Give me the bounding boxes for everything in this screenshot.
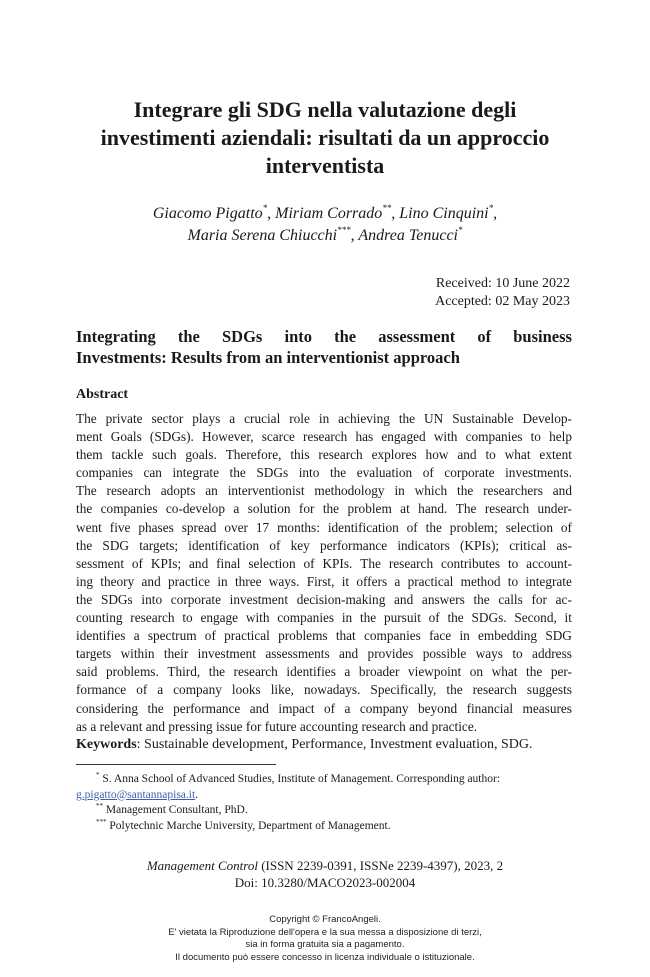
abstract-word: to xyxy=(512,646,523,662)
abstract-word: for xyxy=(298,501,315,517)
abstract-word: for xyxy=(245,718,265,734)
abstract-word: per- xyxy=(550,664,572,680)
abstract-word: and xyxy=(552,483,572,499)
abstract-line xyxy=(76,700,572,718)
english-title-line xyxy=(76,326,572,347)
abstract-word: over xyxy=(224,519,248,535)
abstract-word: identifies xyxy=(286,664,336,680)
received-date: Received: 10 June 2022 xyxy=(435,276,570,291)
abstract-word: their xyxy=(163,646,189,662)
abstract-word: critical xyxy=(509,537,547,553)
abstract-word: provides xyxy=(367,646,414,662)
abstract-word: as- xyxy=(556,537,572,553)
abstract-word: what xyxy=(504,447,531,463)
abstract-word: in xyxy=(217,573,228,589)
abstract-word: problems xyxy=(278,628,328,644)
footnote-text: Management Consultant, PhD. xyxy=(103,804,248,816)
abstract-word: role xyxy=(289,411,310,426)
abstract-word: identifies xyxy=(76,628,126,644)
abstract-word: it xyxy=(341,573,350,589)
abstract-line xyxy=(76,609,572,627)
abstract-line xyxy=(76,482,572,500)
abstract-word: of xyxy=(136,682,148,698)
abstract-word: counting xyxy=(76,610,123,626)
abstract-word: Second, xyxy=(514,610,557,626)
abstract-word: The xyxy=(360,555,381,571)
abstract-word: Specifically, xyxy=(370,682,437,698)
abstract-word: a xyxy=(233,501,240,517)
abstract-word: (SDGs). xyxy=(149,429,194,445)
abstract-word: SDGs xyxy=(100,591,133,607)
abstract-word: them xyxy=(76,447,103,463)
abstract-word: targets; xyxy=(139,537,179,553)
abstract-word: it xyxy=(564,610,572,626)
abstract-word: research xyxy=(361,718,410,734)
abstract-word: and xyxy=(145,718,169,734)
abstract-word: into xyxy=(298,465,320,481)
abstract-word: can xyxy=(143,465,162,481)
abstract-word: the xyxy=(447,610,464,626)
abstract-word: looks xyxy=(231,682,261,698)
abstract-word: problem; xyxy=(449,519,498,535)
title-line: investimenti aziendali: risultati da un approccio xyxy=(100,125,550,150)
paper-title xyxy=(60,96,590,180)
corresponding-email-link[interactable]: g.pigatto@santannapisa.it xyxy=(76,788,196,801)
abstract-line xyxy=(76,681,572,699)
english-title-word: assessment xyxy=(378,327,456,346)
abstract-word: measures xyxy=(522,700,572,716)
abstract-word: what xyxy=(491,664,518,680)
abstract-word: with xyxy=(245,610,270,626)
abstract-word: research xyxy=(130,610,175,626)
abstract-word: integrate xyxy=(172,465,219,481)
author-line: Maria Serena Chiucchi***, Andrea Tenucci* xyxy=(187,225,463,244)
abstract-word: of xyxy=(560,519,572,535)
abstract-line xyxy=(76,718,572,736)
abstract-word: and xyxy=(457,447,477,463)
abstract-word: has xyxy=(355,429,374,445)
abstract-word: company xyxy=(359,700,409,716)
author-name: Lino Cinquini xyxy=(399,205,489,222)
abstract-word: spectrum xyxy=(147,628,197,644)
journal-doi: Doi: 10.3280/MACO2023-002004 xyxy=(234,875,416,890)
abstract-word: financial xyxy=(466,700,514,716)
english-title-word: Integrating xyxy=(76,327,156,346)
english-title-word: the xyxy=(177,327,200,346)
abstract-word: corporate xyxy=(444,465,495,481)
footnote-rule xyxy=(76,764,276,765)
abstract-word: impact xyxy=(278,700,315,716)
abstract-word: nowadays. xyxy=(303,682,361,698)
abstract-word: First, xyxy=(306,573,335,589)
abstract-word: ways xyxy=(475,646,503,662)
abstract-word: embedding xyxy=(478,628,538,644)
abstract-word: scarce xyxy=(261,429,295,445)
abstract-word: to xyxy=(182,610,193,626)
abstract-word: companies xyxy=(363,628,421,644)
abstract-word: the xyxy=(473,591,490,607)
abstract-word: companies xyxy=(100,501,158,517)
abstract-word: explores xyxy=(371,447,417,463)
english-title-word: of xyxy=(477,327,492,346)
copyright-notice xyxy=(60,914,590,964)
abstract-word: issue xyxy=(215,718,246,734)
abstract-word: a xyxy=(90,718,100,734)
abstract-word: ac- xyxy=(555,591,572,607)
abstract-word: the xyxy=(76,537,93,553)
abstract-word: face xyxy=(429,628,452,644)
affiliation-mark: * xyxy=(458,225,463,235)
abstract-word: a xyxy=(344,664,351,680)
abstract-word: problems. xyxy=(105,664,159,680)
abstract-word: of xyxy=(204,628,216,644)
abstract-word: practical xyxy=(224,628,270,644)
copyright-line: Copyright © FrancoAngeli. xyxy=(269,914,381,925)
abstract-word: performance xyxy=(173,700,241,716)
abstract-word: interventionist xyxy=(227,483,305,499)
abstract-line xyxy=(76,537,572,555)
abstract-word: ing xyxy=(76,573,93,589)
abstract-word: companies xyxy=(465,429,523,445)
copyright-line: Il documento può essere concesso in licenza individuale o istituzionale. xyxy=(175,951,475,963)
abstract-word: future xyxy=(264,718,300,734)
abstract-word: of xyxy=(428,610,440,626)
affiliation-mark: * xyxy=(262,203,268,213)
abstract-word: private xyxy=(105,411,143,426)
abstract-word: investment xyxy=(197,646,256,662)
abstract-line xyxy=(76,663,572,681)
abstract-word: accounting xyxy=(299,718,362,734)
abstract-word: and xyxy=(249,700,269,716)
abstract-word: SDG xyxy=(102,537,130,553)
abstract-word: such xyxy=(152,447,177,463)
abstract-line xyxy=(76,410,572,428)
abstract-word: help xyxy=(549,429,572,445)
abstract-word: went xyxy=(76,519,102,535)
abstract-word: Sustainable xyxy=(452,411,514,426)
title-line: interventista xyxy=(265,153,385,178)
abstract-word: into xyxy=(141,591,163,607)
abstract-word: like, xyxy=(270,682,294,698)
abstract-word: co-develop xyxy=(165,501,225,517)
author-name: Andrea Tenucci xyxy=(358,227,458,244)
abstract-word: adopts xyxy=(160,483,196,499)
journal-citation xyxy=(60,857,590,874)
abstract-word: indicators xyxy=(397,537,450,553)
abstract-word: of xyxy=(131,555,143,571)
abstract-word: a xyxy=(157,682,164,698)
abstract-word: pursuit xyxy=(383,610,421,626)
abstract-word: in xyxy=(318,411,330,426)
abstract-word: The xyxy=(76,411,97,426)
author-list xyxy=(60,203,590,247)
abstract-word: a xyxy=(394,573,401,589)
abstract-word: research xyxy=(472,682,517,698)
abstract-word: months: xyxy=(277,519,320,535)
abstract-word: identification xyxy=(327,519,399,535)
abstract-word: research xyxy=(388,555,434,571)
abstract-word: the xyxy=(526,664,543,680)
abstract-word: ment xyxy=(76,429,103,445)
abstract-line xyxy=(76,573,572,591)
abstract-word: the xyxy=(359,610,377,626)
abstract-word: within xyxy=(120,646,155,662)
footnote-text: Polytechnic Marche University, Department of Management. xyxy=(106,819,391,832)
abstract-line xyxy=(76,555,572,573)
abstract-word: three xyxy=(234,573,262,589)
abstract-word: the xyxy=(147,700,164,716)
abstract-word: sessment xyxy=(76,555,125,571)
abstract-line xyxy=(76,627,572,645)
abstract-line xyxy=(76,500,572,518)
footnote-1 xyxy=(76,772,576,788)
abstract-word: SDGs. xyxy=(471,610,507,626)
abstract-word: The xyxy=(455,501,477,517)
abstract-word: the xyxy=(76,501,93,517)
abstract-word: Goals xyxy=(110,429,142,445)
keywords xyxy=(76,736,576,754)
abstract-line xyxy=(76,446,572,464)
abstract-word: Develop- xyxy=(522,411,572,426)
abstract-word: research xyxy=(106,483,151,499)
abstract-word: calls xyxy=(498,591,523,607)
english-title-word: business xyxy=(513,327,572,346)
abstract-word: of xyxy=(422,465,434,481)
abstract-word: formance xyxy=(76,682,127,698)
abstract-word: suggests xyxy=(526,682,572,698)
abstract-word: at xyxy=(400,501,410,517)
abstract-word: solution xyxy=(247,501,291,517)
abstract-word: KPIs. xyxy=(322,555,353,571)
abstract-word: extent xyxy=(539,447,572,463)
abstract-word: a xyxy=(229,411,236,426)
abstract-word: research xyxy=(318,447,363,463)
abstract-word: that xyxy=(335,628,356,644)
footnote-text: S. Anna School of Advanced Studies, Institute of Management. Corresponding author: xyxy=(99,773,501,785)
abstract-word: company xyxy=(173,682,222,698)
abstract-word: investment xyxy=(229,591,289,607)
abstract-word: broader xyxy=(358,664,400,680)
abstract-word: UN xyxy=(424,411,444,426)
author-line: Giacomo Pigatto*, Miriam Corrado**, Lino Cinquini*, xyxy=(152,203,498,222)
abstract-word: and xyxy=(141,573,161,589)
journal-info xyxy=(60,857,590,891)
abstract-line xyxy=(76,464,572,482)
footnotes xyxy=(76,772,576,834)
abstract-word: the xyxy=(329,465,347,481)
abstract-word: achieving xyxy=(338,411,390,426)
english-title xyxy=(76,326,572,368)
abstract-word: pressing xyxy=(168,718,216,734)
abstract-word: and xyxy=(394,591,414,607)
abstract-word: contributes xyxy=(440,555,501,571)
abstract-word: to xyxy=(507,555,519,571)
abstract-line xyxy=(76,645,572,663)
abstract-word: SDGs xyxy=(256,465,289,481)
abstract-line xyxy=(76,591,572,609)
abstract-word: targets xyxy=(76,646,112,662)
abstract-word: of xyxy=(323,700,336,716)
abstract-word: companies xyxy=(76,465,133,481)
affiliation-mark: *** xyxy=(337,225,351,235)
abstract-word: The xyxy=(76,483,97,499)
abstract-word: on xyxy=(469,664,484,680)
abstract-word: research xyxy=(303,429,348,445)
abstract-word: of xyxy=(303,555,315,571)
abstract-word: research xyxy=(484,501,530,517)
abstract-word: Third, xyxy=(167,664,201,680)
abstract-word: possible xyxy=(422,646,467,662)
abstract-word: sector xyxy=(151,411,184,426)
abstract-word: final xyxy=(216,555,241,571)
title-line: Integrare gli SDG nella valutazione degli xyxy=(133,97,517,122)
abstract-word: a xyxy=(133,628,140,644)
keywords-text: : Sustainable development, Performance, Investment evaluation, SDG. xyxy=(136,737,533,752)
abstract-word: of xyxy=(269,537,281,553)
abstract-word: tackle xyxy=(111,447,144,463)
abstract-word: (KPIs); xyxy=(459,537,500,553)
abstract-word: However, xyxy=(202,429,254,445)
affiliation-mark: ** xyxy=(382,203,392,213)
abstract-word: performance xyxy=(319,537,388,553)
abstract-word: selection xyxy=(505,519,553,535)
abstract-word: address xyxy=(532,646,572,662)
abstract-line xyxy=(76,428,572,446)
abstract-word: Therefore, xyxy=(225,447,282,463)
abstract-word: beyond xyxy=(417,700,458,716)
journal-name: Management Control xyxy=(146,858,258,873)
submission-dates xyxy=(435,275,570,311)
abstract-word: the xyxy=(322,501,340,517)
abstract-word: how xyxy=(425,447,449,463)
abstract-word: practice. xyxy=(431,718,478,734)
abstract-word: spread xyxy=(181,519,217,535)
abstract-word: for xyxy=(531,591,547,607)
abstract-word: viewpoint xyxy=(408,664,462,680)
abstract-word: method xyxy=(460,573,501,589)
abstract-word: hand. xyxy=(418,501,448,517)
abstract-word: and xyxy=(189,555,209,571)
abstract-word: investments. xyxy=(505,465,572,481)
abstract-word: practical xyxy=(407,573,454,589)
abstract-line xyxy=(76,519,572,537)
abstract-word: which xyxy=(414,483,448,499)
abstract-word: an xyxy=(205,483,218,499)
author-name: Giacomo Pigatto xyxy=(152,205,263,222)
abstract-word: account- xyxy=(526,555,572,571)
author-name: Miriam Corrado xyxy=(275,205,383,222)
abstract-word: methodology xyxy=(314,483,385,499)
abstract-word: decision-making xyxy=(296,591,386,607)
abstract-word: the xyxy=(229,465,246,481)
abstract-word: practice xyxy=(167,573,211,589)
author-name: Maria Serena Chiucchi xyxy=(187,227,338,244)
abstract-heading: Abstract xyxy=(76,387,129,402)
abstract-word: this xyxy=(290,447,310,463)
abstract-body xyxy=(76,410,572,736)
abstract-word: offers xyxy=(356,573,388,589)
abstract-word: the xyxy=(425,519,442,535)
abstract-word: the xyxy=(208,664,225,680)
abstract-word: answers xyxy=(421,591,465,607)
journal-details: (ISSN 2239-0391, ISSNe 2239-4397), 2023, 2 xyxy=(257,858,504,873)
abstract-word: SDG xyxy=(545,628,572,644)
affiliation-mark: * xyxy=(488,203,494,213)
copyright-line: sia in forma gratuita sia a pagamento. xyxy=(245,939,405,950)
abstract-word: of xyxy=(406,519,418,535)
abstract-word: ways. xyxy=(268,573,300,589)
english-title-word: the xyxy=(334,327,357,346)
footnote-mark: * xyxy=(96,771,100,779)
abstract-word: goals. xyxy=(185,447,217,463)
abstract-word: and xyxy=(409,718,432,734)
abstract-word: said xyxy=(76,664,98,680)
abstract-word: the xyxy=(76,591,93,607)
abstract-word: evaluation xyxy=(356,465,413,481)
abstract-word: problem xyxy=(347,501,392,517)
abstract-word: corporate xyxy=(170,591,221,607)
footnote-2 xyxy=(76,803,576,819)
abstract-word: as xyxy=(76,718,91,734)
footnote-text: . xyxy=(195,788,199,801)
footnote-mark: *** xyxy=(96,817,107,826)
footnote-3 xyxy=(76,819,576,835)
abstract-word: assessments xyxy=(265,646,330,662)
abstract-word: crucial xyxy=(244,411,281,426)
keywords-label: Keywords xyxy=(76,737,137,752)
abstract-word: integrate xyxy=(525,573,572,589)
abstract-word: researchers xyxy=(483,483,543,499)
abstract-word: and xyxy=(338,646,359,662)
abstract-word: to xyxy=(507,573,519,589)
abstract-word: 17 xyxy=(255,519,270,535)
abstract-word: key xyxy=(290,537,310,553)
abstract-word: engage xyxy=(200,610,239,626)
abstract-word: engaged xyxy=(381,429,426,445)
copyright-line: E' vietata la Riproduzione dell'opera e la sua messa a disposizione di terzi, xyxy=(168,926,482,938)
abstract-word: research xyxy=(233,664,278,680)
footnote-mark: ** xyxy=(96,802,103,810)
abstract-word: plays xyxy=(192,411,221,426)
abstract-word: considering xyxy=(76,700,139,716)
abstract-word: theory xyxy=(100,573,135,589)
abstract-word: five xyxy=(109,519,131,535)
abstract-word: companies xyxy=(277,610,335,626)
abstract-word: to xyxy=(530,429,541,445)
abstract-word: to xyxy=(485,447,496,463)
abstract-word: phases xyxy=(138,519,174,535)
abstract-word: a xyxy=(344,700,351,716)
abstract-word: with xyxy=(433,429,458,445)
abstract-word: in xyxy=(341,610,353,626)
abstract-word: relevant xyxy=(99,718,146,734)
abstract-word: the xyxy=(398,411,416,426)
abstract-word: under- xyxy=(537,501,572,517)
abstract-word: identification xyxy=(188,537,260,553)
abstract-word: the xyxy=(457,483,474,499)
abstract-word: in xyxy=(459,628,470,644)
abstract-word: KPIs; xyxy=(150,555,182,571)
footnote-1-cont xyxy=(76,788,576,804)
abstract-word: selection xyxy=(248,555,296,571)
abstract-word: the xyxy=(446,682,463,698)
accepted-date: Accepted: 02 May 2023 xyxy=(435,294,570,309)
abstract-word: in xyxy=(394,483,405,499)
english-title-word: SDGs xyxy=(222,327,263,346)
english-title-line: Investments: Results from an interventionist approach xyxy=(76,348,460,367)
english-title-word: into xyxy=(284,327,312,346)
